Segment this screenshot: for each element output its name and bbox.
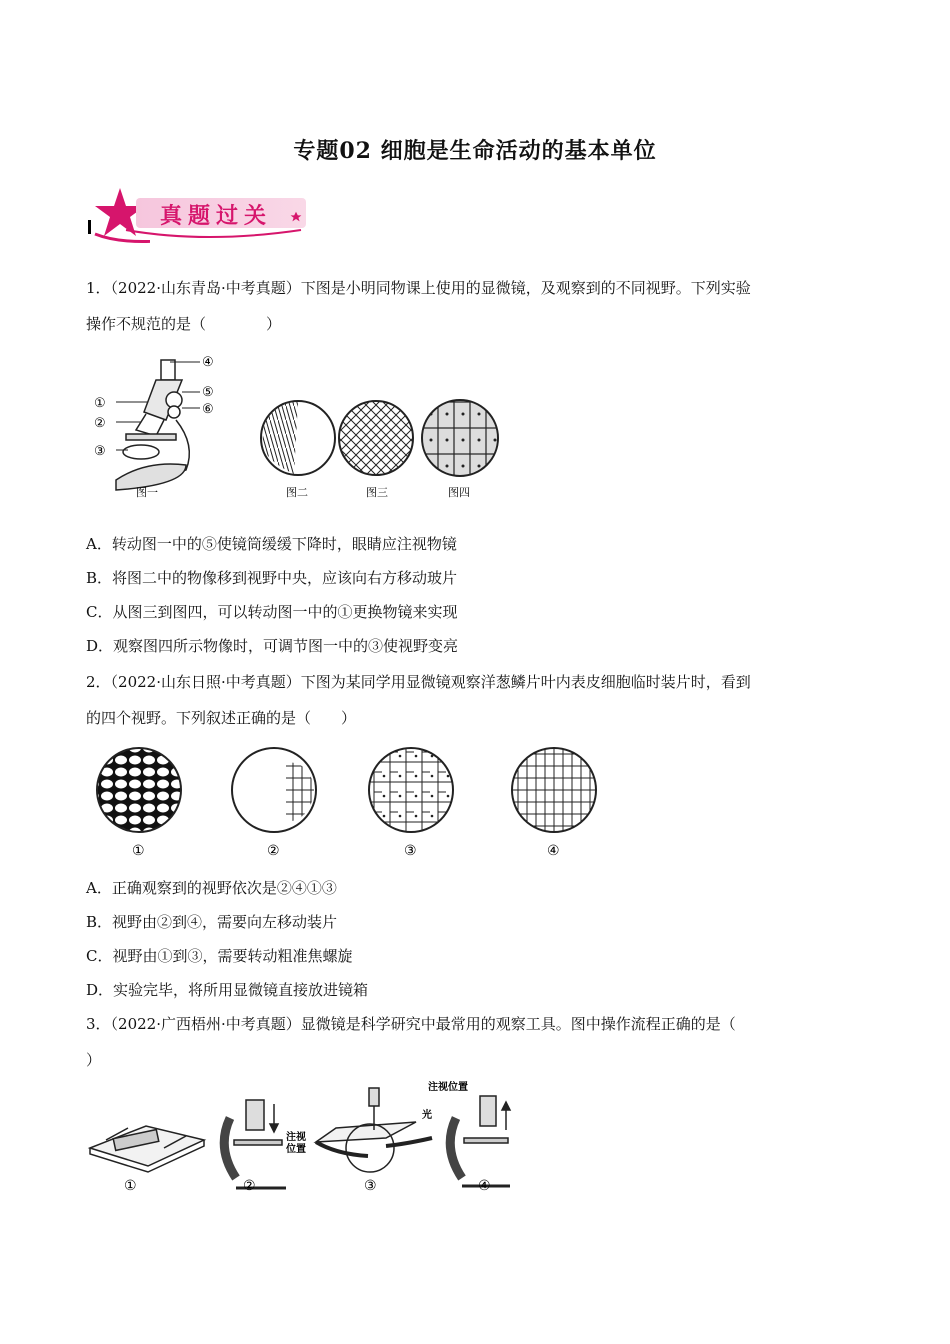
q2-option-a: A．正确观察到的视野依次是②④①③ <box>86 879 337 897</box>
caption-step-4: ④ <box>478 1178 491 1194</box>
q1-figure <box>86 350 516 505</box>
q2-option-b: B．视野由②到④，需要向左移动装片 <box>86 913 338 931</box>
caption-step-2: ② <box>243 1178 256 1194</box>
callout-1: ① <box>94 396 106 411</box>
callout-3: ③ <box>94 444 106 459</box>
caption-view-2: ② <box>267 843 280 859</box>
q1-option-c: C．从图三到图四，可以转动图一中的①更换物镜来实现 <box>86 603 458 621</box>
banner-label: 真题过关 <box>160 204 273 229</box>
q1-stem-line2: 操作不规范的是（ ） <box>86 315 282 333</box>
microscope-drawing <box>116 360 189 490</box>
q1-option-b: B．将图二中的物像移到视野中央，应该向右方移动玻片 <box>86 569 458 587</box>
banner-swoosh <box>86 186 316 246</box>
q2-figure <box>86 742 616 862</box>
callout-6: ⑥ <box>202 402 214 417</box>
label-watch-a1: 注视 <box>286 1132 306 1143</box>
q2-option-c: C．视野由①到③，需要转动粗准焦螺旋 <box>86 947 353 965</box>
caption-step-1: ① <box>124 1178 137 1194</box>
text-cursor <box>88 220 91 234</box>
callout-2: ② <box>94 416 106 431</box>
q3-stem-line2: ） <box>86 1051 102 1069</box>
view-3 <box>369 748 453 832</box>
view-fig3 <box>339 401 413 475</box>
q3-stem-line1: 3．（2022·广西梧州·中考真题）显微镜是科学研究中最常用的观察工具。图中操作流程正确的是（ <box>86 1015 736 1033</box>
view-1 <box>97 748 181 832</box>
label-light: 光 <box>422 1110 432 1121</box>
caption-step-3: ③ <box>364 1178 377 1194</box>
callout-4: ④ <box>202 355 214 370</box>
caption-fig2: 图二 <box>286 486 308 499</box>
caption-fig1: 图一 <box>136 486 158 499</box>
q1-stem-line1: 1．（2022·山东青岛·中考真题）下图是小明同物课上使用的显微镜，及观察到的不同视野。下列实验 <box>86 279 751 297</box>
view-4 <box>512 748 596 832</box>
view-fig4 <box>422 400 498 476</box>
q1-option-a: A．转动图一中的⑤使镜筒缓缓下降时，眼睛应注视物镜 <box>86 535 457 553</box>
caption-view-1: ① <box>132 843 145 859</box>
label-watch-a2: 位置 <box>286 1144 306 1155</box>
view-fig2 <box>261 401 335 475</box>
page-title: 专题02 细胞是生命活动的基本单位 <box>293 138 657 164</box>
arm-2 <box>224 1118 236 1178</box>
caption-view-4: ④ <box>547 843 560 859</box>
section-banner <box>86 186 316 246</box>
q3-figure <box>86 1078 526 1200</box>
label-watch-b: 注视位置 <box>428 1082 468 1093</box>
q2-stem-line2: 的四个视野。下列叙述正确的是（ ） <box>86 709 357 727</box>
q1-option-d: D．观察图四所示物像时，可调节图一中的③使视野变亮 <box>86 637 459 655</box>
caption-fig4: 图四 <box>448 486 470 499</box>
caption-fig3: 图三 <box>366 486 388 499</box>
callout-5: ⑤ <box>202 385 214 400</box>
q2-option-d: D．实验完毕，将所用显微镜直接放进镜箱 <box>86 981 369 999</box>
caption-view-3: ③ <box>404 843 417 859</box>
view-2 <box>232 748 316 832</box>
q2-stem-line1: 2．（2022·山东日照·中考真题）下图为某同学用显微镜观察洋葱鳞片叶内表皮细胞临时装片时，看到 <box>86 673 751 691</box>
